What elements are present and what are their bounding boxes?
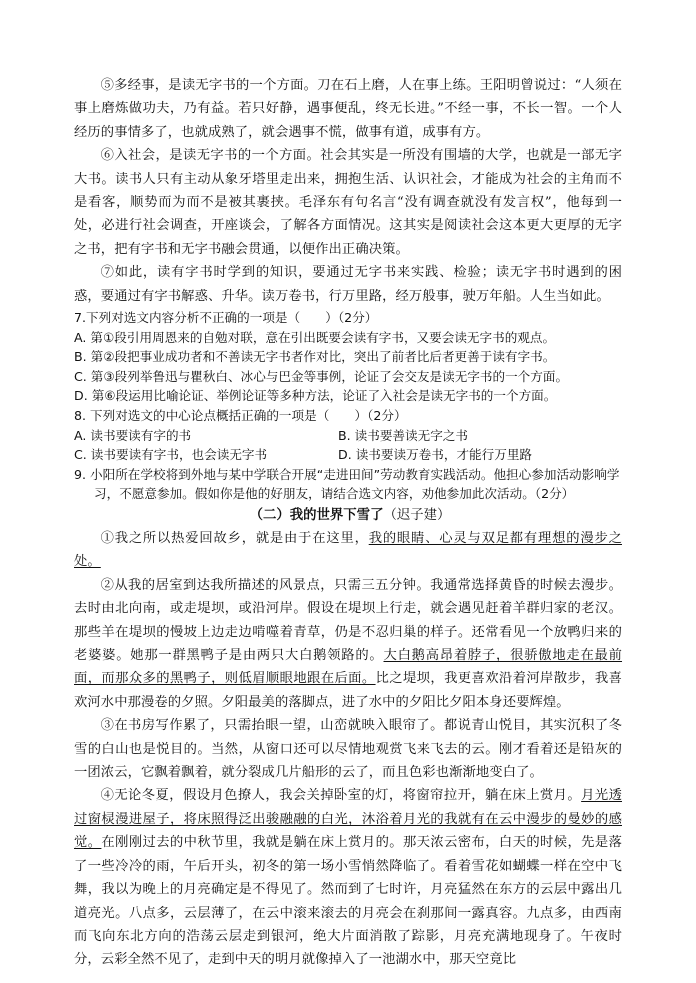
question-8: [74, 406, 622, 465]
passage-2-paragraph-2-text-b: 比之堤坝，我更喜欢沿着河岸散步，我喜欢河水中那漫卷的夕照。夕阳最美的落脚点，进了水中的夕阳比夕阳本身还要辉煌。: [74, 671, 622, 710]
question-8-row-2: [74, 445, 622, 465]
passage-2-paragraph-4-text-b: 在刚刚过去的中秋节里，我就是躺在床上赏月的。那天浓云密布，白天的时候，先是落了一些冷冷的雨，午后开头，初冬的第一场小雪悄然降临了。看着雪花如蝴蝶一样在空中飞舞，我以为晚上的月亮确定是不得见了。然而到了七时许，月亮猛然在东方的云层中露出几道亮光。八点多，云层薄了，在云中滚来滚去的月亮会在刹那间一露真容。九点多，由西南而飞向东北方向的浩荡云层走到银河，绝大片面消散了踪影，月亮充满地现身了。午夜时分，云彩全然不见了，走到中天的明月就像掉入了一池湖水中，那天空竟比: [74, 835, 622, 968]
question-8-row-1: [74, 426, 622, 446]
passage-2-paragraph-1-text: ①我之所以热爱回故乡，就是由于在这里，: [100, 531, 369, 546]
question-9: [74, 465, 622, 504]
passage-2-paragraph-4: [74, 784, 622, 971]
question-8-stem: 8. 下列对选文的中心论点概括正确的一项是（ ）（2分）: [74, 408, 407, 424]
section-2-title: [74, 504, 622, 527]
passage-2-paragraph-2: [74, 574, 622, 714]
section-2-author: （迟子建）: [383, 508, 451, 523]
question-8-option-a: A. 读书要读有字的书: [74, 427, 192, 443]
question-8-option-d: D. 读书要读万卷书，才能行万里路: [338, 447, 533, 463]
question-8-option-b: B. 读书要善读无字之书: [338, 427, 468, 443]
underlined-sentence-3: 月光透过窗棂漫进屋子，将床照得泛出骏融融的白光，沐浴着月光的我就有在云中漫步的曼妙的感觉。: [74, 788, 622, 851]
exam-page: [74, 74, 622, 972]
question-7: [74, 308, 622, 406]
passage-2-paragraph-1: [74, 527, 622, 574]
paragraph-7: ⑦如此，读有字书时学到的知识，要通过无字书来实践、检验；读无字书时遇到的困惑，要通过有字书解惑、升华。读万卷书，行万里路，经万般事，驶万年船。人生当如此。: [74, 265, 622, 304]
question-9-text: 9. 小阳所在学校将到外地与某中学联合开展“走进田间”劳动教育实践活动。他担心参加活动影响学习，不愿意参加。假如你是他的好朋友，请结合选文内容，劝他参加此次活动。（2分）: [74, 466, 620, 502]
passage-2-paragraph-2-text-a: ②从我的居室到达我所描述的风景点，只需三五分钟。我通常选择黄昏的时候去漫步。去时由北向南，或走堤坝，或沿河岸。假设在堤坝上行走，就会遇见赶着羊群归家的老汉。那些羊在堤坝的慢坡上边走边啃噬着青草，仍是不忍归巢的样子。还常看见一个放鸭归来的老婆婆。她那一群黑鸭子是由两只大白鹅领路的。: [74, 577, 622, 664]
passage-2-paragraph-3: ③在书房写作累了，只需抬眼一望，山峦就映入眼帘了。都说青山悦目，其实沉积了冬雪的白山也是悦目的。当然，从窗口还可以尽情地观赏飞来飞去的云。刚才看着还是铅灰的一团浓云，它飘着飘着，就分裂成几片船形的云了，而且色彩也渐渐地变白了。: [74, 718, 622, 781]
question-7-option-b: B. 第②段把事业成功者和不善读无字书者作对比，突出了前者比后者更善于读有字书。: [74, 349, 556, 365]
question-7-stem: 7.下列对选文内容分析不正确的一项是（ ）（2分）: [74, 310, 378, 326]
passage-2-paragraph-4-text-a: ④无论冬夏，假设月色撩人，我会关掉卧室的灯，将窗帘拉开，躺在床上赏月。: [100, 788, 582, 804]
passage-one: [74, 74, 622, 308]
underlined-sentence-1: 我的眼睛、心灵与双足都有理想的漫步之处。: [74, 531, 622, 570]
question-7-option-c: C. 第③段列举鲁迅与瞿秋白、冰心与巴金等事例，论证了会交友是读无字书的一个方面。: [74, 368, 569, 384]
paragraph-5: ⑤多经事，是读无字书的一个方面。刀在石上磨，人在事上练。王阳明曾说过：“人须在事上磨炼做功夫，乃有益。若只好静，遇事便乱，终无长进。”不经一事，不长一智。一个人经历的事情多了，也就成熟了，就会遇事不慌，做事有道，成事有方。: [74, 78, 622, 140]
passage-two: [74, 527, 622, 972]
section-2-title-text: （二）我的世界下雪了: [249, 508, 384, 523]
question-7-option-a: A. 第①段引用周恩来的自勉对联，意在引出既要会读有字书，又要会读无字书的观点。: [74, 329, 556, 345]
paragraph-6: ⑥入社会，是读无字书的一个方面。社会其实是一所没有围墙的大学，也就是一部无字大书。读书人只有主动从象牙塔里走出来，拥抱生活、认识社会，才能成为社会的主角而不是看客，顺势而为而不是被其裹挟。毛泽东有句名言“没有调查就没有发言权”，他每到一处，必进行社会调查，开座谈会，了解各方面情况。这其实是阅读社会这本更大更厚的无字之书，把有字书和无字书融会贯通，以便作出正确决策。: [74, 148, 622, 257]
question-8-option-c: C. 读书要读有字书，也会读无字书: [74, 447, 268, 463]
underlined-sentence-2: 大白鹅高昂着脖子，很骄傲地走在最前面，而那众多的黑鸭子，则低眉顺眼地跟在后面。: [74, 648, 623, 687]
question-7-option-d: D. 第⑥段运用比喻论证、举例论证等多种方法，论证了入社会是读无字书的一个方面。: [74, 388, 557, 404]
